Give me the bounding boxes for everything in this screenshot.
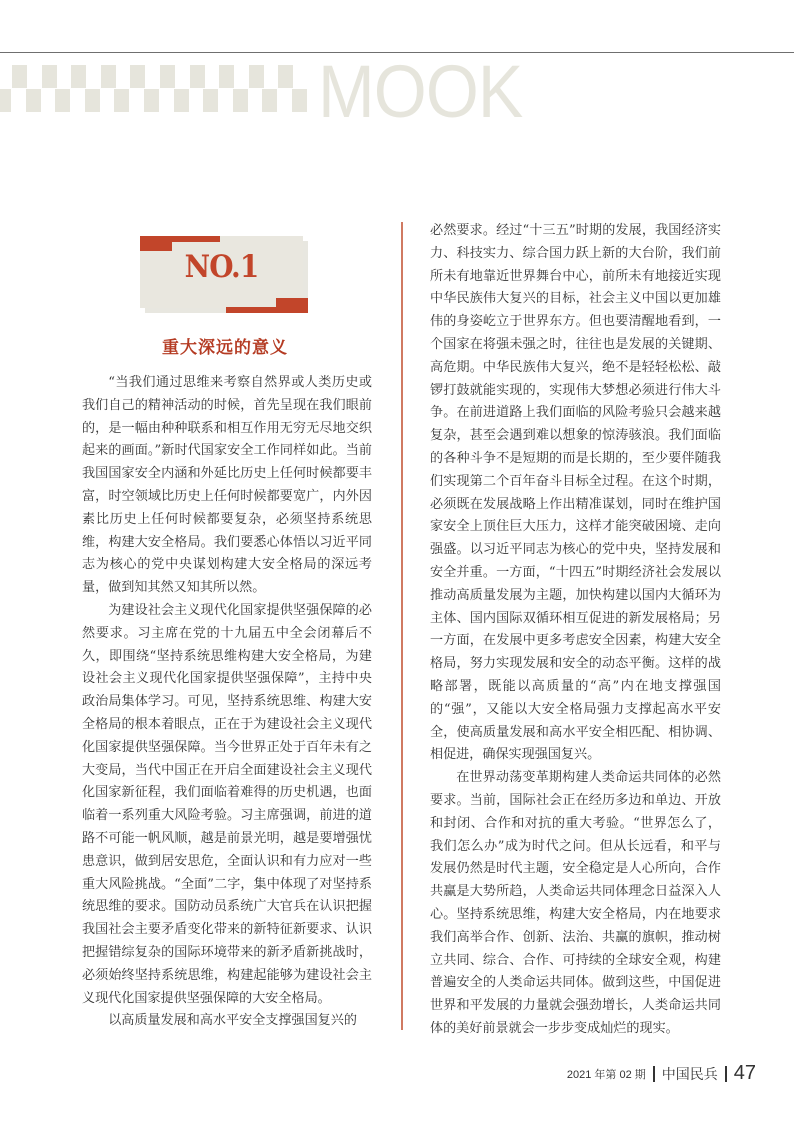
checker-block [42, 65, 57, 88]
column-divider [401, 222, 403, 1030]
checker-block [278, 65, 293, 88]
footer-separator [725, 1066, 727, 1082]
checker-block [203, 89, 218, 112]
checker-pattern-decoration [0, 63, 310, 113]
checker-block [144, 89, 159, 112]
article-right-column [430, 220, 721, 1041]
checker-block [292, 89, 307, 112]
paragraph: “当我们通过思维来考察自然界或人类历史或我们自己的精神活动的时候，首先呈现在我们眼前的，是一幅由种种联系和相互作用无穷无尽地交织起来的画面。”新时代国家安全工作同样如此。当前我国国家安全内涵和外延比历史上任何时候都要丰富，时空领域比历史上任何时候都要宽广，内外因素比历史上任何时候都要复杂，必须坚持系统思维，构建大安全格局。我们要悉心体悟以习近平同志为核心的党中央谋划构建大安全格局的深远考量，做到知其然又知其所以然。 [82, 375, 372, 596]
checker-block [262, 89, 277, 112]
checker-block [160, 65, 175, 88]
page-footer [567, 1062, 756, 1085]
checker-block [26, 89, 41, 112]
paragraph: 为建设社会主义现代化国家提供坚强保障的必然要求。习主席在党的十九届五中全会闭幕后不久，即围绕“坚持系统思维构建大安全格局，为建设社会主义现代化国家提供坚强保障”，主持中央政治局集体学习。可见，坚持系统思维、构建大安全格局的根本着眼点，正在于为建设社会主义现代化国家提供坚强保障。当今世界正处于百年未有之大变局，当代中国正在开启全面建设社会主义现代化国家新征程，我们面临着难得的历史机遇，也面临着一系列重大风险考验。习主席强调，前进的道路不可能一帆风顺，越是前景光明，越是要增强忧患意识，做到居安思危，全面认识和有力应对一些重大风险挑战。“全面”二字，集中体现了对坚持系统思维的要求。国防动员系统广大官兵在认识把握我国社会主要矛盾变化带来的新特征新要求、认识把握错综复杂的国际环境带来的新矛盾新挑战时，必须始终坚持系统思维，构建起能够为建设社会主义现代化国家提供坚强保障的大安全格局。 [82, 602, 372, 1006]
brand-mook: MOOK [318, 50, 523, 133]
issue-label: 2021 年第 02 期 [566, 1068, 646, 1081]
checker-block [174, 89, 189, 112]
checker-block [114, 89, 129, 112]
paragraph: 在世界动荡变革期构建人类命运共同体的必然要求。当前，国际社会正在经历多边和单边、开放和封闭、合作和对抗的重大考验。“世界怎么了，我们怎么办”成为时代之问。但从长远看，和平与发展仍然是时代主题，安全稳定是人心所向，合作共赢是大势所趋，人类命运共同体理念日益深入人心。坚持系统思维，构建大安全格局，内在地要求我们高举合作、创新、法治、共赢的旗帜，推动树立共同、综合、合作、可持续的全球安全观，构建普遍安全的人类命运共同体。做到这些，中国促进世界和平发展的力量就会强劲增长，人类命运共同体的美好前景就会一步步变成灿烂的现实。 [430, 770, 721, 1036]
checker-block [12, 65, 27, 88]
magazine-name: 中国民兵 [661, 1065, 718, 1082]
section-number-badge [140, 236, 303, 308]
paragraph: 必然要求。经过“十三五”时期的发展，我国经济实力、科技实力、综合国力跃上新的大台阶，我们前所未有地靠近世界舞台中心，前所未有地接近实现中华民族伟大复兴的目标，社会主义中国以更加雄伟的身姿屹立于世界东方。但也要清醒地看到，一个国家在将强未强之时，往往也是发展的关键期、高危期。中华民族伟大复兴，绝不是轻轻松松、敲锣打鼓就能实现的，实现伟大梦想必须进行伟大斗争。在前进道路上我们面临的风险考验只会越来越复杂，甚至会遇到难以想象的惊涛骇浪。我们面临的各种斗争不是短期的而是长期的，至少要伴随我们实现第二个百年奋斗目标全过程。在这个时期，必须既在发展战略上作出精准谋划，同时在维护国家安全上顶住巨大压力，这样才能突破困境、走向强盛。以习近平同志为核心的党中央，坚持发展和安全并重。一方面，“十四五”时期经济社会发展以推动高质量发展为主题，加快构建以国内大循环为主体、国内国际双循环相互促进的新发展格局；另一方面，在发展中更多考虑安全因素，构建大安全格局，努力实现发展和安全的动态平衡。这样的战略部署，既能以高质量的“高”内在地支撑强国的“强”，又能以大安全格局强力支撑起高水平安全，使高质量发展和高水平安全相匹配、相协调、相促进，确保实现强国复兴。 [430, 223, 721, 763]
section-number: NO.1 [184, 249, 259, 285]
page-number: 47 [733, 1062, 756, 1084]
checker-block [190, 65, 205, 88]
checker-block [85, 89, 100, 112]
footer-separator [653, 1066, 655, 1082]
section-title: 重大深远的意义 [162, 338, 288, 358]
checker-block [249, 65, 264, 88]
checker-block [71, 65, 86, 88]
checker-block [233, 89, 248, 112]
checker-block [0, 89, 11, 112]
checker-block [55, 89, 70, 112]
checker-block [219, 65, 234, 88]
checker-block [130, 65, 145, 88]
article-left-column [82, 372, 372, 1033]
paragraph: 以高质量发展和高水平安全支撑强国复兴的 [108, 1013, 357, 1029]
badge-corner-block [276, 298, 308, 313]
checker-block [101, 65, 116, 88]
